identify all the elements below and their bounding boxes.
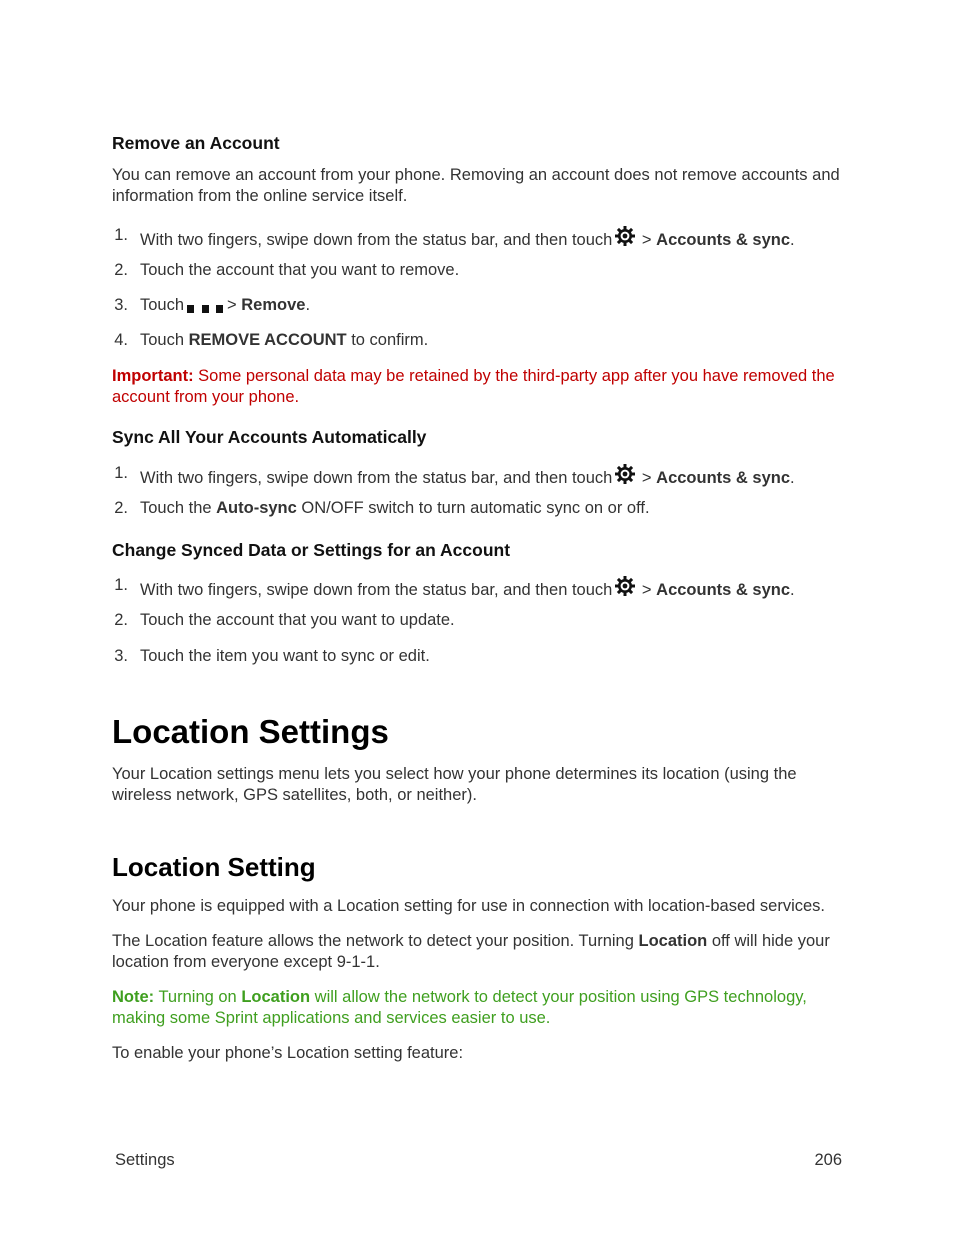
remove-account-label: REMOVE ACCOUNT xyxy=(188,331,347,349)
important-label: Important: xyxy=(112,367,194,385)
accounts-sync-label: Accounts & sync xyxy=(656,231,791,249)
location-setting-paragraph-2: The Location feature allows the network to detect your position. Turning Location off will hide your location from everyone except 9-1-1. xyxy=(112,932,830,971)
gear-icon xyxy=(615,576,635,601)
location-label: Location xyxy=(241,988,311,1006)
gear-icon xyxy=(615,464,635,489)
change-sync-heading: Change Synced Data or Settings for an Account xyxy=(112,540,511,560)
accounts-sync-label: Accounts & sync xyxy=(656,581,791,599)
page-number: 206 xyxy=(814,1151,842,1169)
note-label: Note: xyxy=(112,988,155,1006)
remove-label: Remove xyxy=(241,296,306,314)
enable-location-instruction: To enable your phone’s Location setting feature: xyxy=(112,1044,464,1062)
location-settings-title: Location Settings xyxy=(112,713,389,750)
menu-icon xyxy=(186,299,226,313)
note-notice: Note: Turning on Location will allow the network to detect your position using GPS technology, making some Sprint applications and services easier to use. xyxy=(112,988,807,1027)
location-settings-intro: Your Location settings menu lets you select how your phone determines its location (using the wireless network, GPS satellites, both, or neither). xyxy=(112,765,797,804)
location-label: Location xyxy=(638,932,708,950)
location-setting-paragraph-1: Your phone is equipped with a Location setting for use in connection with location-based services. xyxy=(112,897,826,915)
auto-sync-label: Auto-sync xyxy=(216,499,297,517)
accounts-sync-label: Accounts & sync xyxy=(656,469,791,487)
gear-icon xyxy=(615,226,635,251)
sync-all-heading: Sync All Your Accounts Automatically xyxy=(112,427,427,447)
remove-account-intro: You can remove an account from your phone. Removing an account does not remove accounts and information from the online service itself. xyxy=(112,166,840,205)
location-setting-heading: Location Setting xyxy=(112,852,316,882)
remove-account-heading: Remove an Account xyxy=(112,133,280,153)
footer-section-name: Settings xyxy=(115,1151,175,1169)
important-notice: Important: Some personal data may be retained by the third-party app after you have removed the account from your phone. xyxy=(112,367,835,406)
